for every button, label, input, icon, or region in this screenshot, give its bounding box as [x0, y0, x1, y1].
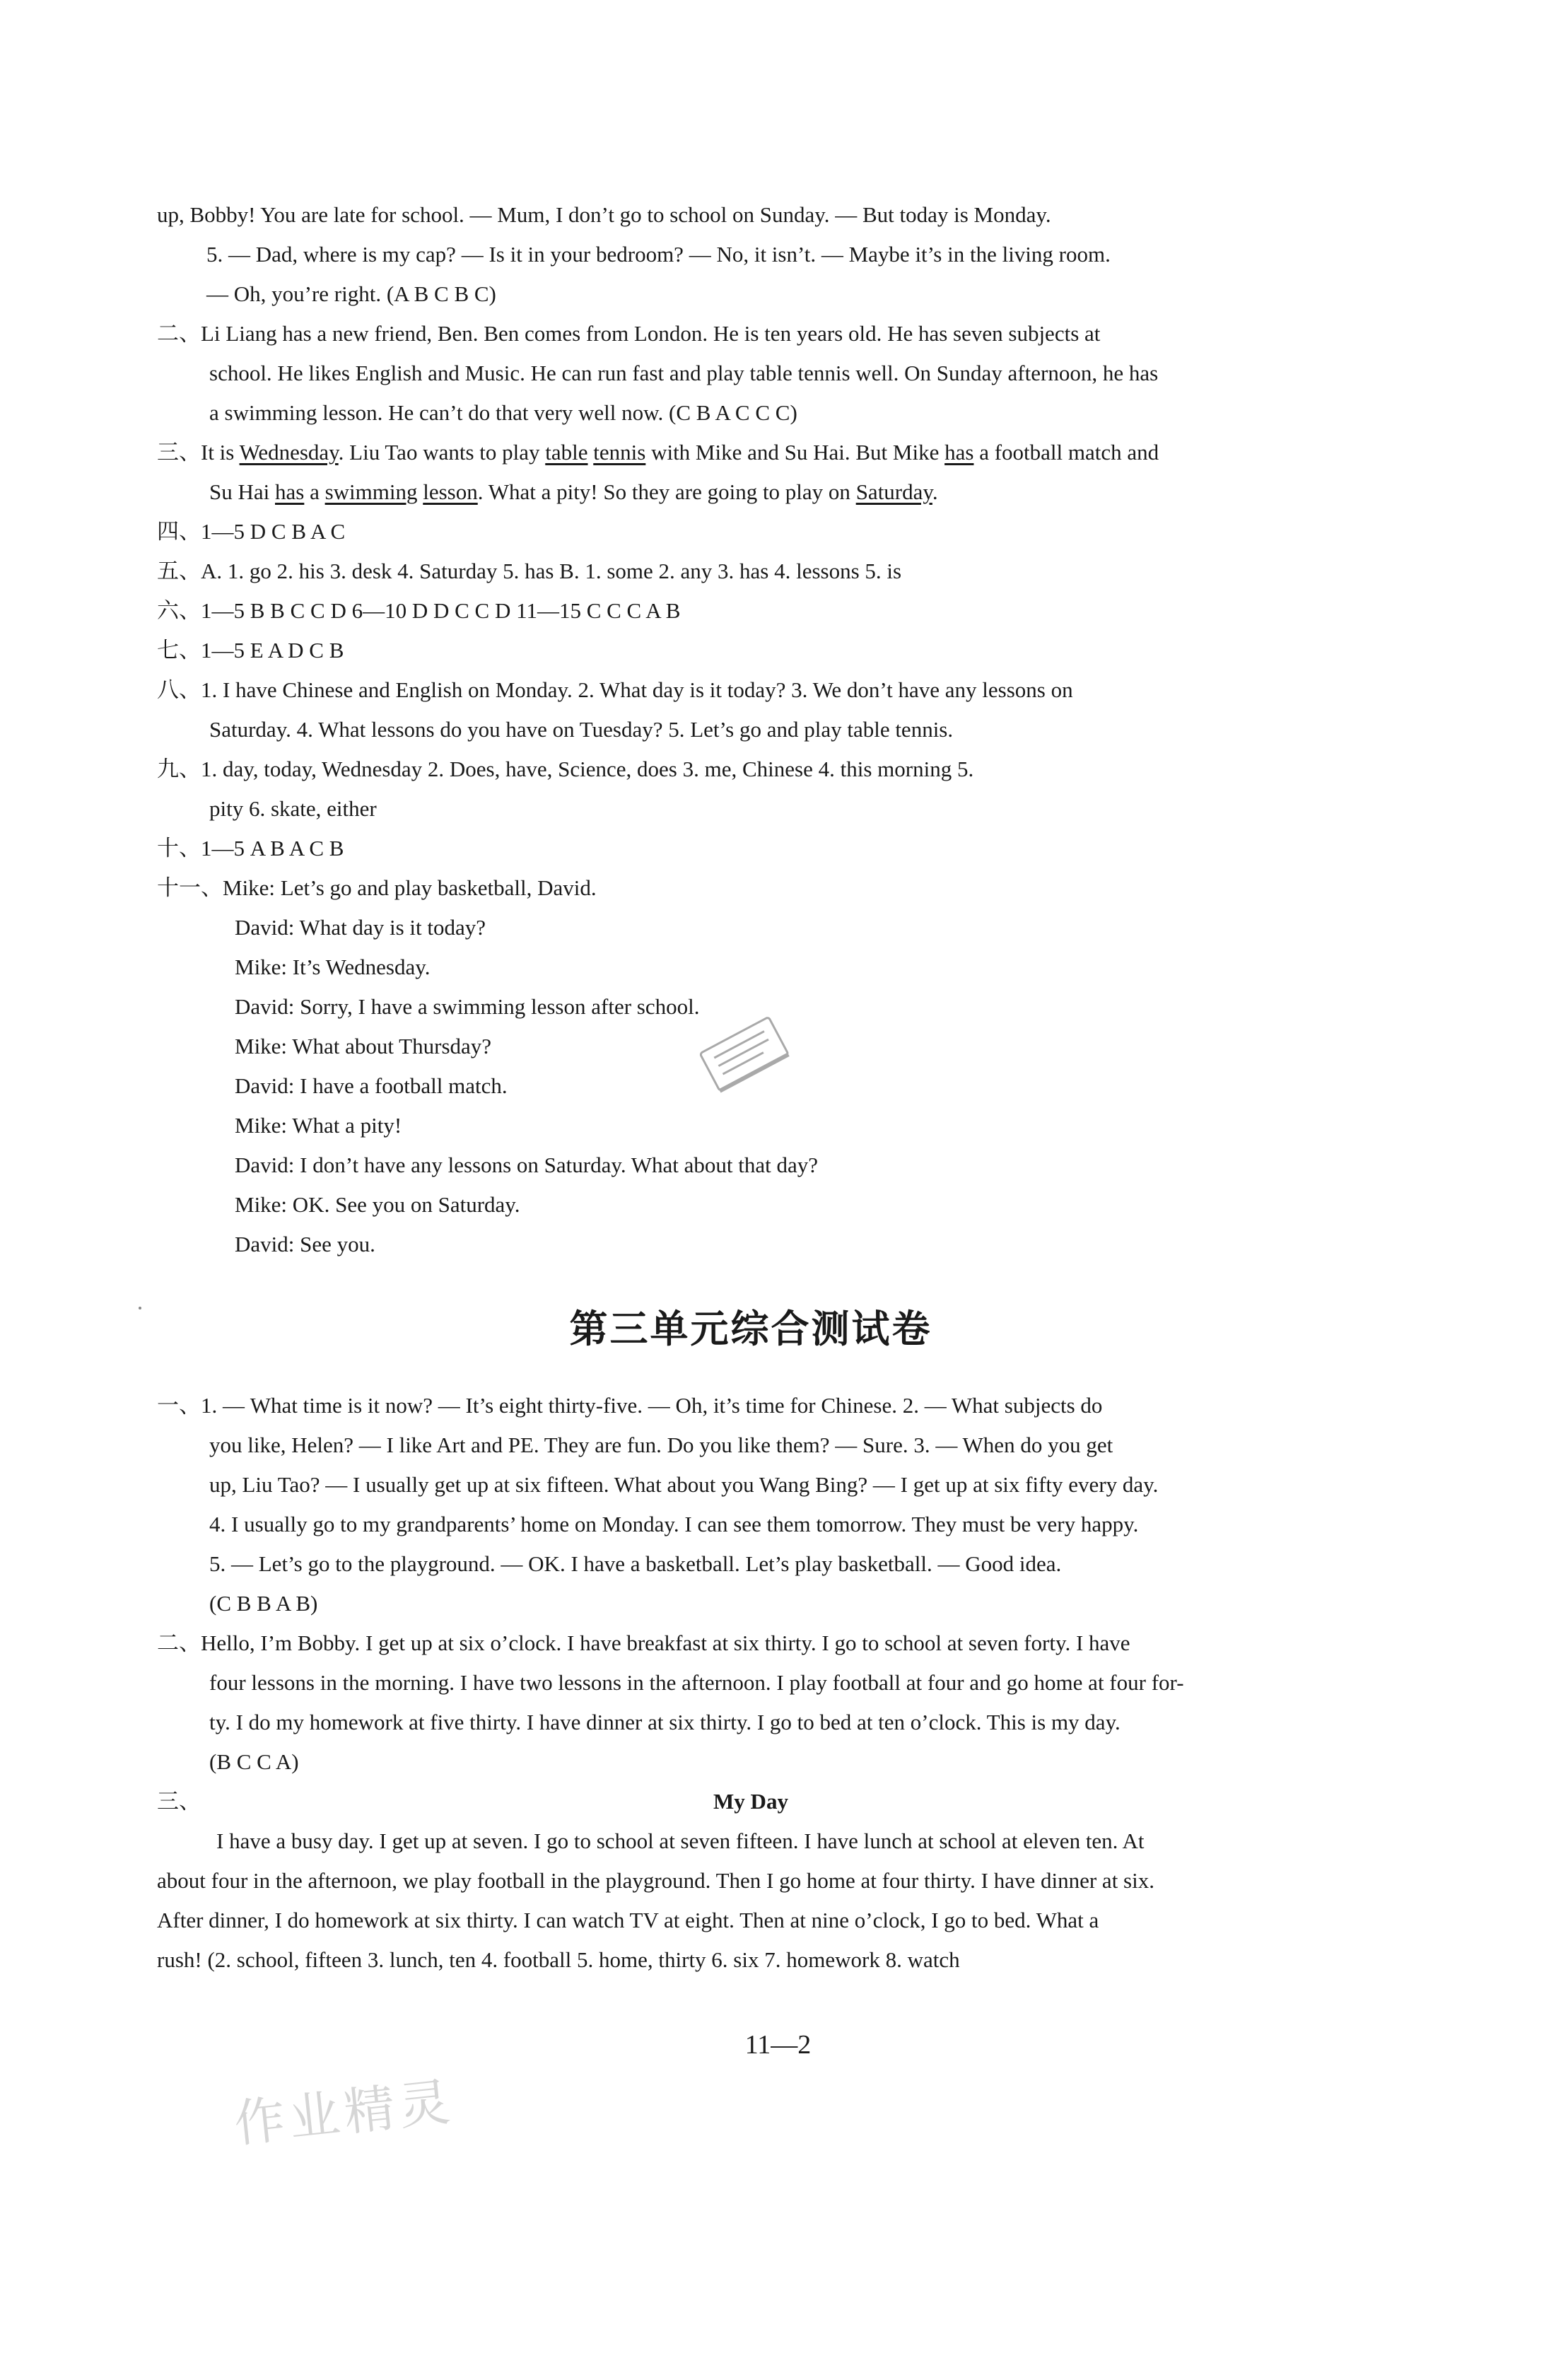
underlined-word: Saturday	[855, 479, 932, 504]
text-line: (B C C A)	[209, 1749, 299, 1774]
text-span: a	[304, 479, 325, 504]
underlined-word: has	[275, 479, 305, 504]
dialogue-line: Mike: OK. See you on Saturday.	[235, 1192, 520, 1217]
text-line: 九、1. day, today, Wednesday 2. Does, have, Science, does 3. me, Chinese 4. this morning 5.	[157, 757, 974, 781]
page-number: 11—2	[744, 2030, 812, 2060]
text-line: ty. I do my homework at five thirty. I have dinner at six thirty. I go to bed at ten o’clock. This is my day.	[209, 1710, 1121, 1734]
dialogue-text: Mike: Let’s go and play basketball, David.	[223, 875, 597, 900]
text-line: 5. — Let’s go to the playground. — OK. I have a basketball. Let’s play basketball. — Good idea.	[209, 1551, 1062, 1576]
dialogue-line: David: I don’t have any lessons on Saturday. What about that day?	[235, 1153, 819, 1177]
text-line: 二、Hello, I’m Bobby. I get up at six o’clock. I have breakfast at six thirty. I go to school at seven forty. I have	[157, 1631, 1130, 1655]
text-line: (C B B A B)	[209, 1591, 318, 1616]
text-span: Su Hai	[209, 479, 275, 504]
section-san-line	[157, 433, 1345, 472]
text-line: 七、1—5 E A D C B	[157, 638, 344, 663]
text-span: Li Liang has a new friend, Ben. Ben comes from London. He is ten years old. He has seven subjects at	[201, 321, 1101, 346]
section-title: 第三单元综合测试卷	[569, 1306, 932, 1351]
text-line: Saturday. 4. What lessons do you have on Tuesday? 5. Let’s go and play table tennis.	[209, 717, 954, 742]
text-line: 八、1. I have Chinese and English on Monday. 2. What day is it today? 3. We don’t have any lessons on	[157, 677, 1073, 702]
underlined-word: table	[545, 440, 588, 465]
section-label: 二、	[157, 321, 201, 346]
text-line	[157, 472, 1345, 512]
underlined-word: Wednesday	[239, 440, 339, 465]
dialogue-line	[157, 868, 1345, 908]
text-line: school. He likes English and Music. He can run fast and play table tennis well. On Sunday afternoon, he has	[209, 361, 1159, 385]
text-span: a football match and	[973, 440, 1159, 465]
dialogue-line: Mike: What a pity!	[235, 1113, 402, 1138]
text-line: I have a busy day. I get up at seven. I go to school at seven fifteen. I have lunch at school at eleven ten. At	[216, 1828, 1145, 1853]
section-label: 三、	[157, 440, 201, 465]
text-line: After dinner, I do homework at six thirty. I can watch TV at eight. Then at nine o’clock, I go to bed. What a	[157, 1908, 1099, 1932]
text-span: It is	[201, 440, 240, 465]
text-line: up, Bobby! You are late for school. — Mum, I don’t go to school on Sunday. — But today is Monday.	[157, 202, 1051, 227]
text-line: you like, Helen? — I like Art and PE. They are fun. Do you like them? — Sure. 3. — When do you get	[209, 1433, 1113, 1457]
underlined-word: tennis	[593, 440, 646, 465]
dialogue-line: David: What day is it today?	[235, 915, 486, 940]
text-line: 六、1—5 B B C C D 6—10 D D C C D 11—15 C C C A B	[157, 598, 681, 623]
essay-title-line	[157, 1782, 1345, 1821]
dialogue-line: Mike: It’s Wednesday.	[235, 955, 431, 979]
dialogue-line: David: See you.	[235, 1232, 375, 1256]
text-line: 一、1. — What time is it now? — It’s eight thirty-five. — Oh, it’s time for Chinese. 2. — What subjects do	[157, 1393, 1103, 1418]
essay-title: My Day	[713, 1789, 788, 1814]
speck-mark	[139, 1307, 141, 1309]
text-line: 4. I usually go to my grandparents’ home on Monday. I can see them tomorrow. They must be very happy.	[209, 1512, 1139, 1536]
text-span: . Liu Tao wants to play	[338, 440, 546, 465]
text-line: 五、A. 1. go 2. his 3. desk 4. Saturday 5. has B. 1. some 2. any 3. has 4. lessons 5. is	[157, 559, 902, 583]
section-label: 三、	[157, 1789, 201, 1814]
section-label: 十一、	[157, 875, 223, 900]
underlined-word: lesson	[423, 479, 478, 504]
text-span: with Mike and Su Hai. But Mike	[645, 440, 945, 465]
text-span: . What a pity! So they are going to play on	[477, 479, 856, 504]
text-line: 十、1—5 A B A C B	[157, 836, 344, 861]
text-line: 5. — Dad, where is my cap? — Is it in your bedroom? — No, it isn’t. — Maybe it’s in the living room.	[206, 242, 1111, 267]
text-line: 四、1—5 D C B A C	[157, 519, 346, 544]
watermark: 作业精灵	[231, 2071, 457, 2154]
underlined-word: swimming	[324, 479, 418, 504]
text-line: pity 6. skate, either	[209, 796, 377, 821]
text-line: four lessons in the morning. I have two lessons in the afternoon. I play football at four and go home at four for-	[209, 1670, 1184, 1695]
dialogue-line: David: I have a football match.	[235, 1073, 508, 1098]
book-stamp-logo	[679, 1004, 813, 1110]
section-er-line	[157, 314, 1345, 354]
text-line: rush! (2. school, fifteen 3. lunch, ten 4. football 5. home, thirty 6. six 7. homework 8. watch	[157, 1947, 960, 1972]
dialogue-line: Mike: What about Thursday?	[235, 1034, 492, 1058]
dialogue-line: David: Sorry, I have a swimming lesson after school.	[235, 994, 700, 1019]
text-line: about four in the afternoon, we play football in the playground. Then I go home at four thirty. I have dinner at six.	[157, 1868, 1154, 1893]
text-line: up, Liu Tao? — I usually get up at six fifteen. What about you Wang Bing? — I get up at six fifty every day.	[209, 1472, 1159, 1497]
underlined-word: has	[944, 440, 974, 465]
text-line: a swimming lesson. He can’t do that very well now. (C B A C C C)	[209, 400, 797, 425]
text-span: .	[932, 479, 938, 504]
text-line: — Oh, you’re right. (A B C B C)	[206, 281, 496, 306]
